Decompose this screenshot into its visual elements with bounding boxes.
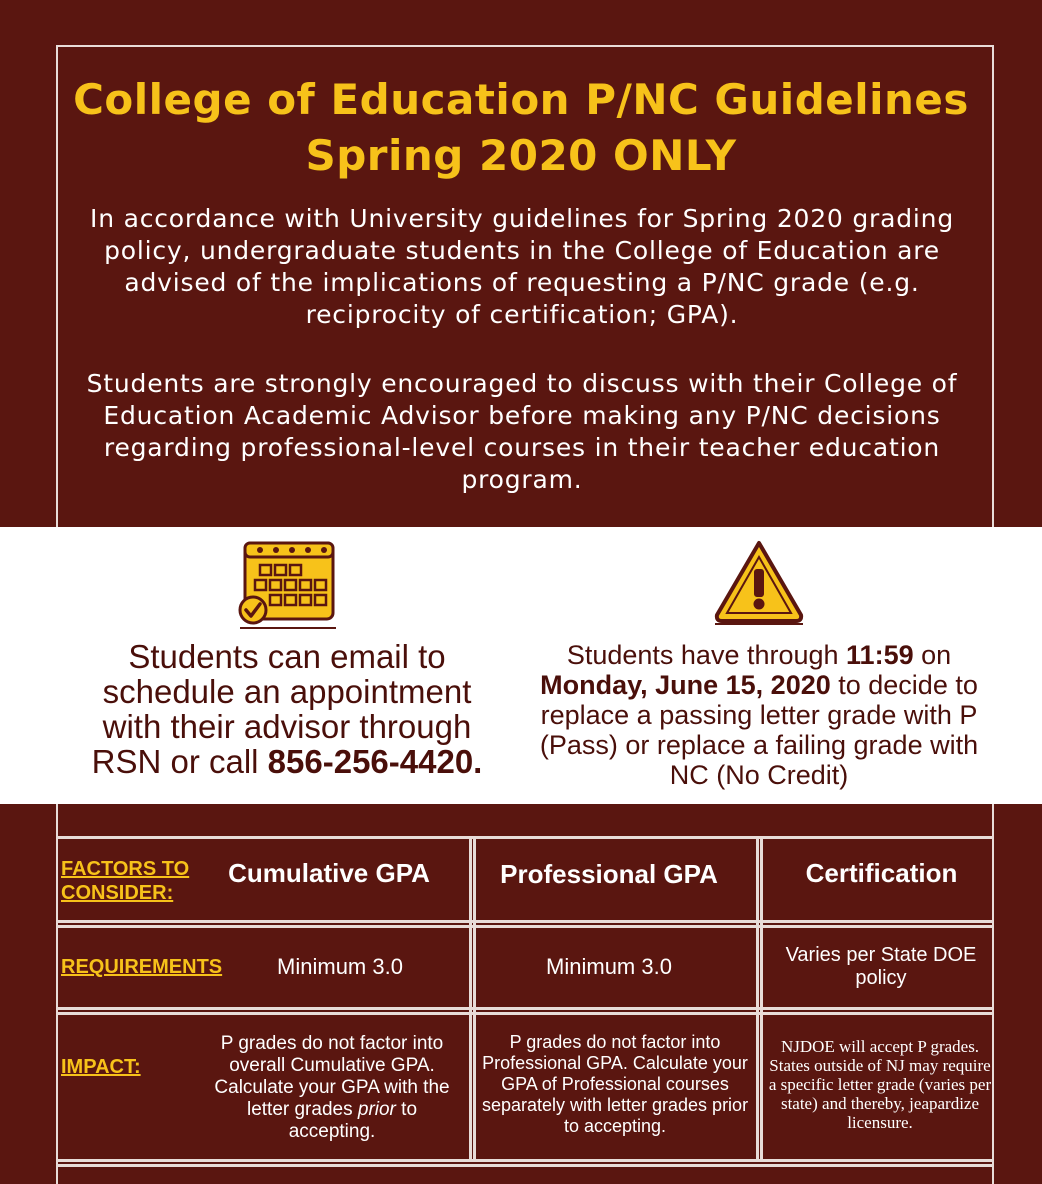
column-header-cumulative: Cumulative GPA	[228, 857, 430, 888]
table-divider	[56, 1007, 994, 1010]
warning-triangle-icon	[713, 537, 805, 627]
impact-certification: NJDOE will accept P grades. States outside of NJ may require a specific letter grade (varies per state) and thereby, jeapardize licensure.	[768, 1036, 992, 1132]
factors-label: FACTORS TO CONSIDER:	[61, 858, 190, 904]
appointment-text: Students can email to schedule an appointment with their advisor through RSN or call	[91, 638, 472, 780]
title-line-1: College of Education P/NC Guidelines	[73, 75, 969, 124]
table-divider	[56, 836, 994, 839]
deadline-date: Monday, June 15, 2020	[540, 670, 831, 700]
deadline-note	[530, 640, 988, 790]
intro-paragraph-2: Students are strongly encouraged to discuss with their College of Education Academic Advisor before making any P/NC decisions regarding professional-level courses in their teacher education program.	[86, 369, 958, 494]
calendar-underline	[240, 627, 336, 629]
calendar-check-icon	[238, 537, 338, 633]
table-divider	[56, 1164, 994, 1167]
column-header-certification: Certification	[805, 857, 958, 888]
table-divider	[56, 1012, 994, 1015]
table-column-divider	[756, 839, 759, 1162]
table-divider	[56, 920, 994, 923]
table-column-divider	[760, 839, 763, 1162]
appointment-note	[70, 639, 504, 779]
deadline-on: on	[913, 640, 952, 670]
impact-cumulative-text: P grades do not factor into overall Cumulative GPA. Calculate your GPA with the letter grades	[214, 1033, 450, 1120]
table-divider	[56, 1159, 994, 1162]
deadline-time: 11:59	[846, 640, 914, 670]
table-column-divider	[469, 839, 472, 1162]
impact-cumulative-end: to accepting.	[288, 1099, 418, 1142]
title-line-2: Spring 2020 ONLY	[305, 131, 737, 180]
impact-cumulative	[205, 1022, 459, 1154]
deadline-post: to decide to replace a passing letter grade with P (Pass) or replace a failing grade with NC (No Credit)	[539, 670, 979, 790]
table-divider	[56, 925, 994, 928]
requirement-cumulative: Minimum 3.0	[277, 954, 403, 979]
intro-paragraph-1: In accordance with University guidelines for Spring 2020 grading policy, undergraduate students in the College of Education are advised of the implications of requesting a P/NC grade (e.g. reciprocity of certification; GPA).	[90, 204, 954, 329]
warning-underline	[715, 623, 803, 625]
deadline-pre: Students have through	[566, 640, 847, 670]
impact-cumulative-emphasis: prior	[357, 1099, 396, 1120]
page-title	[56, 72, 986, 184]
column-header-professional: Professional GPA	[500, 858, 718, 889]
requirements-label: REQUIREMENTS	[61, 955, 223, 978]
requirement-professional: Minimum 3.0	[546, 954, 672, 979]
requirement-certification: Varies per State DOE policy	[785, 944, 977, 989]
impact-professional: P grades do not factor into Professional GPA. Calculate your GPA of Professional courses separately with letter grades prior to accepting.	[481, 1031, 749, 1136]
impact-label: IMPACT:	[61, 1055, 141, 1078]
phone-number[interactable]: 856-256-4420.	[267, 743, 483, 780]
